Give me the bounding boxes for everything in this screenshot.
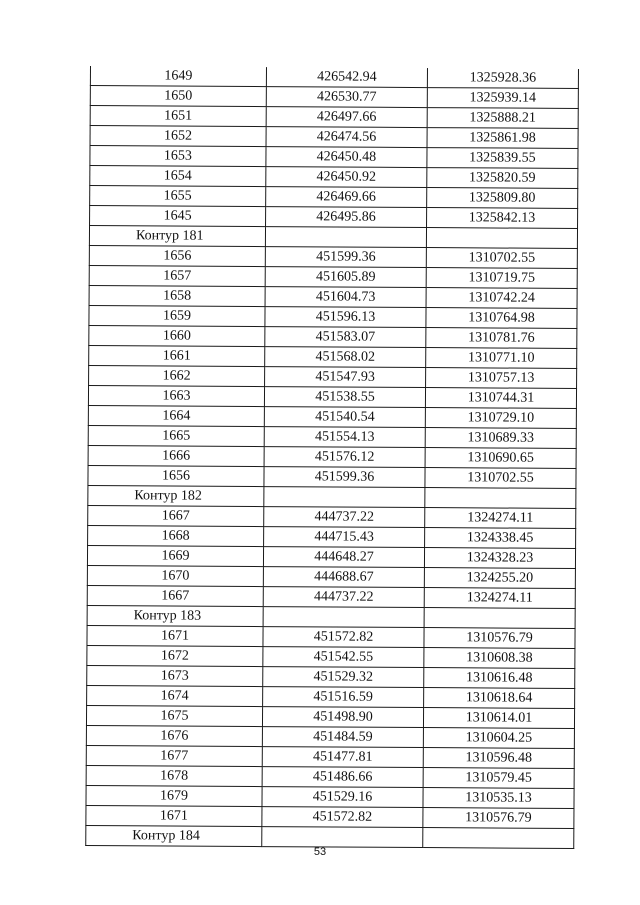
y-coordinate-cell: 1310729.10	[425, 408, 576, 429]
x-coordinate-cell: 451583.07	[265, 327, 426, 348]
x-coordinate-cell: 426469.66	[266, 187, 427, 208]
y-coordinate-cell: 1310742.24	[426, 288, 577, 309]
x-coordinate-cell: 444688.67	[263, 567, 424, 588]
y-coordinate-cell: 1310614.01	[423, 708, 574, 729]
point-number-cell: 1653	[90, 146, 266, 167]
y-coordinate-cell: 1310744.31	[425, 388, 576, 409]
y-coordinate-cell: 1325939.14	[427, 88, 578, 109]
point-number-cell: 1662	[89, 365, 265, 386]
x-coordinate-cell: 451554.13	[264, 427, 425, 448]
y-coordinate-cell: 1310771.10	[426, 348, 577, 369]
point-number-cell: 1664	[88, 405, 264, 426]
point-number-cell: 1672	[87, 645, 263, 666]
y-coordinate-cell: 1325888.21	[427, 108, 578, 129]
x-coordinate-cell: 426530.77	[266, 87, 427, 108]
contour-label: Контур 183	[87, 605, 263, 626]
y-coordinate-cell: 1310702.55	[425, 468, 576, 489]
point-number-cell: 1676	[86, 725, 262, 746]
y-coordinate-cell: 1325842.13	[427, 208, 578, 229]
y-coordinate-cell: 1310604.25	[423, 728, 574, 749]
contour-header-row	[87, 605, 575, 628]
y-coordinate-cell: 1325809.80	[427, 188, 578, 209]
x-coordinate-cell: 426542.94	[266, 67, 427, 87]
x-coordinate-cell: 451604.73	[265, 287, 426, 308]
point-number-cell: 1673	[87, 665, 263, 686]
x-coordinate-cell: 444715.43	[264, 527, 425, 548]
point-number-cell: 1659	[89, 305, 265, 326]
empty-cell	[264, 487, 425, 508]
y-coordinate-cell: 1310579.45	[423, 768, 574, 789]
point-number-cell: 1671	[87, 625, 263, 646]
coordinates-table	[85, 66, 579, 849]
empty-cell	[263, 607, 424, 628]
y-coordinate-cell: 1325861.98	[427, 128, 578, 149]
x-coordinate-cell: 451516.59	[263, 687, 424, 708]
y-coordinate-cell: 1310781.76	[426, 328, 577, 349]
x-coordinate-cell: 451605.89	[265, 267, 426, 288]
empty-cell	[426, 228, 577, 249]
x-coordinate-cell: 451529.32	[263, 667, 424, 688]
point-number-cell: 1665	[88, 425, 264, 446]
x-coordinate-cell: 451547.93	[265, 367, 426, 388]
y-coordinate-cell: 1310535.13	[423, 788, 574, 809]
point-number-cell: 1679	[86, 785, 262, 806]
point-number-cell: 1660	[89, 325, 265, 346]
x-coordinate-cell: 426450.48	[266, 147, 427, 168]
point-number-cell: 1651	[90, 106, 266, 127]
empty-cell	[262, 827, 423, 848]
point-number-cell: 1671	[86, 805, 262, 826]
y-coordinate-cell: 1325839.55	[427, 148, 578, 169]
contour-label: Контур 181	[89, 226, 265, 247]
y-coordinate-cell: 1325928.36	[427, 68, 578, 88]
y-coordinate-cell: 1325820.59	[427, 168, 578, 189]
x-coordinate-cell: 451529.16	[262, 787, 423, 808]
y-coordinate-cell: 1324274.11	[425, 508, 576, 529]
point-number-cell: 1656	[89, 245, 265, 266]
point-number-cell: 1667	[87, 585, 263, 606]
x-coordinate-cell: 426495.86	[266, 207, 427, 228]
x-coordinate-cell: 451572.82	[262, 807, 423, 828]
y-coordinate-cell: 1310576.79	[423, 808, 574, 829]
point-number-cell: 1670	[87, 565, 263, 586]
x-coordinate-cell: 451599.36	[265, 247, 426, 268]
point-number-cell: 1667	[88, 505, 264, 526]
x-coordinate-cell: 444648.27	[263, 547, 424, 568]
x-coordinate-cell: 426497.66	[266, 107, 427, 128]
point-number-cell: 1652	[90, 126, 266, 147]
point-number-cell: 1678	[86, 765, 262, 786]
y-coordinate-cell: 1310596.48	[423, 748, 574, 769]
x-coordinate-cell: 451596.13	[265, 307, 426, 328]
x-coordinate-cell: 426474.56	[266, 127, 427, 148]
x-coordinate-cell: 451477.81	[262, 747, 423, 768]
x-coordinate-cell: 451486.66	[262, 767, 423, 788]
point-number-cell: 1654	[90, 166, 266, 187]
y-coordinate-cell: 1310702.55	[426, 248, 577, 269]
x-coordinate-cell: 451542.55	[263, 647, 424, 668]
x-coordinate-cell: 451572.82	[263, 627, 424, 648]
y-coordinate-cell: 1310690.65	[425, 448, 576, 469]
x-coordinate-cell: 426450.92	[266, 167, 427, 188]
y-coordinate-cell: 1310719.75	[426, 268, 577, 289]
y-coordinate-cell: 1310618.64	[424, 688, 575, 709]
x-coordinate-cell: 444737.22	[264, 507, 425, 528]
point-number-cell: 1650	[90, 86, 266, 107]
point-number-cell: 1666	[88, 445, 264, 466]
y-coordinate-cell: 1310616.48	[424, 668, 575, 689]
x-coordinate-cell: 451576.12	[264, 447, 425, 468]
y-coordinate-cell: 1310576.79	[424, 628, 575, 649]
coordinates-table-body	[86, 66, 579, 848]
y-coordinate-cell: 1324328.23	[424, 548, 575, 569]
x-coordinate-cell: 451484.59	[262, 727, 423, 748]
point-number-cell: 1677	[86, 745, 262, 766]
y-coordinate-cell: 1310757.13	[426, 368, 577, 389]
x-coordinate-cell: 451540.54	[264, 407, 425, 428]
point-number-cell: 1655	[90, 186, 266, 207]
empty-cell	[425, 488, 576, 509]
point-number-cell: 1663	[88, 385, 264, 406]
x-coordinate-cell: 451538.55	[264, 387, 425, 408]
contour-label: Контур 182	[88, 485, 264, 506]
point-number-cell: 1658	[89, 285, 265, 306]
point-number-cell: 1661	[89, 345, 265, 366]
page-number: 53	[313, 846, 327, 858]
y-coordinate-cell: 1310608.38	[424, 648, 575, 669]
y-coordinate-cell: 1324274.11	[424, 588, 575, 609]
x-coordinate-cell: 451568.02	[265, 347, 426, 368]
point-number-cell: 1645	[90, 206, 266, 227]
x-coordinate-cell: 451599.36	[264, 467, 425, 488]
point-number-cell: 1668	[88, 525, 264, 546]
x-coordinate-cell: 451498.90	[262, 707, 423, 728]
contour-header-row	[89, 226, 577, 249]
y-coordinate-cell: 1324255.20	[424, 568, 575, 589]
point-number-cell: 1669	[87, 545, 263, 566]
point-number-cell: 1657	[89, 265, 265, 286]
x-coordinate-cell: 444737.22	[263, 587, 424, 608]
empty-cell	[265, 227, 426, 248]
empty-cell	[424, 608, 575, 629]
contour-label: Контур 184	[86, 825, 262, 846]
y-coordinate-cell: 1310764.98	[426, 308, 577, 329]
point-number-cell: 1656	[88, 465, 264, 486]
y-coordinate-cell: 1310689.33	[425, 428, 576, 449]
y-coordinate-cell: 1324338.45	[425, 528, 576, 549]
point-number-cell: 1674	[87, 685, 263, 706]
contour-header-row	[88, 485, 576, 508]
point-number-cell: 1675	[86, 705, 262, 726]
point-number-cell: 1649	[90, 66, 266, 87]
